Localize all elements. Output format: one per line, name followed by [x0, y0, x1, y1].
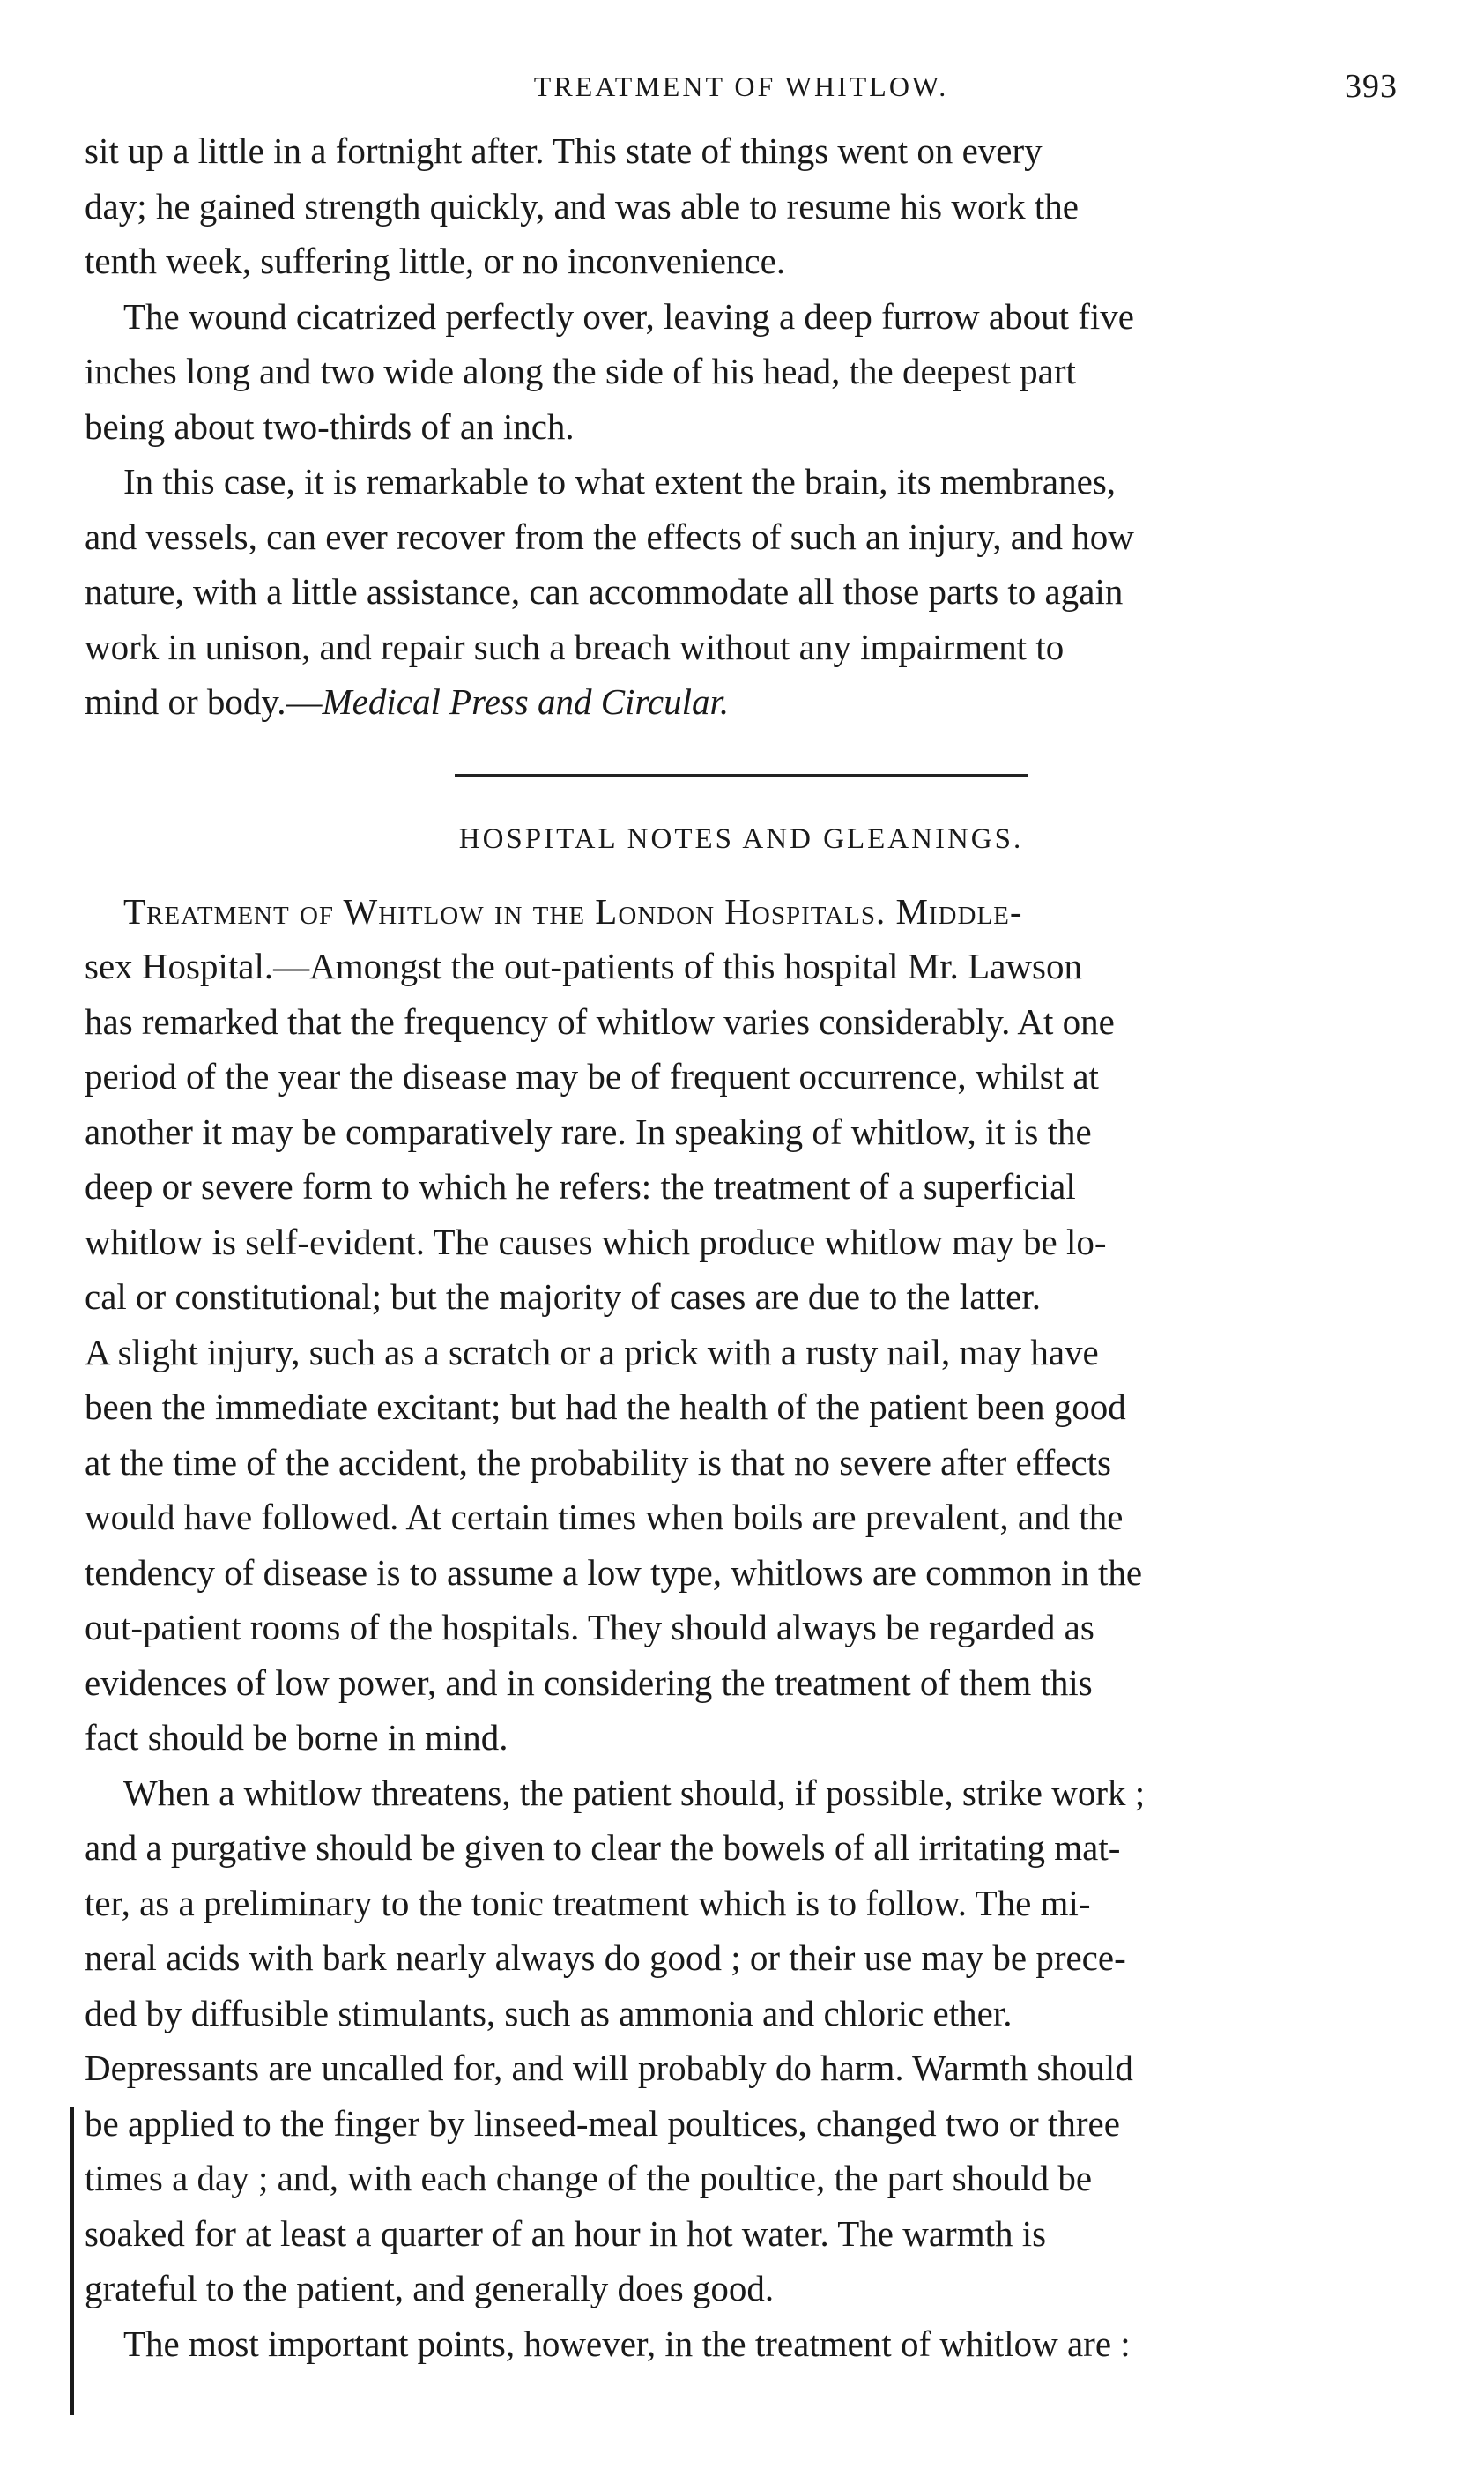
- section-heading: HOSPITAL NOTES AND GLEANINGS.: [458, 822, 1024, 855]
- text-line: deep or severe form to which he refers: the treatment of a superficial: [85, 1166, 1076, 1207]
- text-line: grateful to the patient, and generally does good.: [85, 2268, 775, 2308]
- text-line: at the time of the accident, the probability is that no severe after effects: [85, 1441, 1111, 1483]
- text-fragment: mind or body.—: [85, 681, 323, 722]
- text-line: The wound cicatrized perfectly over, leaving a deep furrow about five: [123, 295, 1134, 337]
- text-line: period of the year the disease may be of frequent occurrence, whilst at: [85, 1056, 1099, 1097]
- paragraph: [85, 884, 1398, 1766]
- text-line: and vessels, can ever recover from the effects of such an injury, and how: [85, 516, 1134, 557]
- article-lead-title: Treatment of Whitlow in the London Hospitals. Middle-: [123, 890, 1023, 932]
- text-line: sex Hospital.—Amongst the out-patients of this hospital Mr. Lawson: [85, 946, 1082, 986]
- text-line: soaked for at least a quarter of an hour in hot water. The warmth is: [85, 2212, 1047, 2254]
- text-line: inches long and two wide along the side of his head, the deepest part: [85, 351, 1076, 391]
- text-line: When a whitlow threatens, the patient should, if possible, strike work ;: [123, 1772, 1146, 1813]
- page-content: [85, 68, 1398, 2371]
- text-line: tendency of disease is to assume a low type, whitlows are common in the: [85, 1551, 1143, 1593]
- running-head: [85, 68, 1398, 123]
- text-line: times a day ; and, with each change of the poultice, the part should be: [85, 2158, 1093, 2198]
- text-line: The most important points, however, in the treatment of whitlow are :: [123, 2323, 1131, 2364]
- text-line: another it may be comparatively rare. In speaking of whitlow, it is the: [85, 1111, 1092, 1152]
- text-line: [85, 674, 1398, 730]
- citation: Medical Press and Circular.: [322, 681, 730, 722]
- text-line: ded by diffusible stimulants, such as ammonia and chloric ether.: [85, 1992, 1013, 2033]
- text-line: tenth week, suffering little, or no inconvenience.: [85, 241, 786, 281]
- text-line: cal or constitutional; but the majority of cases are due to the latter.: [85, 1276, 1042, 1317]
- text-line: whitlow is self-evident. The causes which produce whitlow may be lo-: [85, 1221, 1107, 1262]
- text-line: day; he gained strength quickly, and was able to resume his work the: [85, 185, 1079, 227]
- text-line: work in unison, and repair such a breach without any impairment to: [85, 626, 1065, 667]
- section-divider: [455, 774, 1028, 777]
- paragraph: [85, 2316, 1398, 2372]
- text-line: been the immediate excitant; but had the health of the patient been good: [85, 1386, 1126, 1427]
- text-line: Depressants are uncalled for, and will probably do harm. Warmth should: [85, 2048, 1133, 2088]
- text-line: evidences of low power, and in considering the treatment of them this: [85, 1662, 1093, 1703]
- text-line: being about two-thirds of an inch.: [85, 405, 575, 447]
- paragraph: [85, 123, 1398, 289]
- page-number: 393: [1345, 68, 1398, 105]
- text-line: A slight injury, such as a scratch or a prick with a rusty nail, may have: [85, 1331, 1099, 1372]
- margin-line: [70, 2107, 74, 2415]
- paragraph: [85, 289, 1398, 455]
- text-line: be applied to the finger by linseed-meal poultices, changed two or three: [85, 2102, 1120, 2144]
- text-line: nature, with a little assistance, can accommodate all those parts to again: [85, 571, 1124, 612]
- article-body: [85, 884, 1398, 2372]
- text-line: and a purgative should be given to clear the bowels of all irritating mat-: [85, 1827, 1121, 1868]
- text-line: sit up a little in a fortnight after. This state of things went on every: [85, 130, 1043, 171]
- paragraph: [85, 1766, 1398, 2316]
- text-line: In this case, it is remarkable to what extent the brain, its membranes,: [123, 461, 1117, 502]
- paragraph: [85, 454, 1398, 730]
- previous-article-end: [85, 123, 1398, 730]
- text-line: has remarked that the frequency of whitlow varies considerably. At one: [85, 1000, 1115, 1042]
- text-line: ter, as a preliminary to the tonic treatment which is to follow. The mi-: [85, 1882, 1091, 1923]
- text-line: neral acids with bark nearly always do good ; or their use may be prece-: [85, 1937, 1126, 1978]
- text-line: would have followed. At certain times when boils are prevalent, and the: [85, 1497, 1124, 1537]
- running-title: TREATMENT OF WHITLOW.: [533, 71, 949, 102]
- text-line: fact should be borne in mind.: [85, 1717, 508, 1758]
- text-line: out-patient rooms of the hospitals. They should always be regarded as: [85, 1607, 1094, 1647]
